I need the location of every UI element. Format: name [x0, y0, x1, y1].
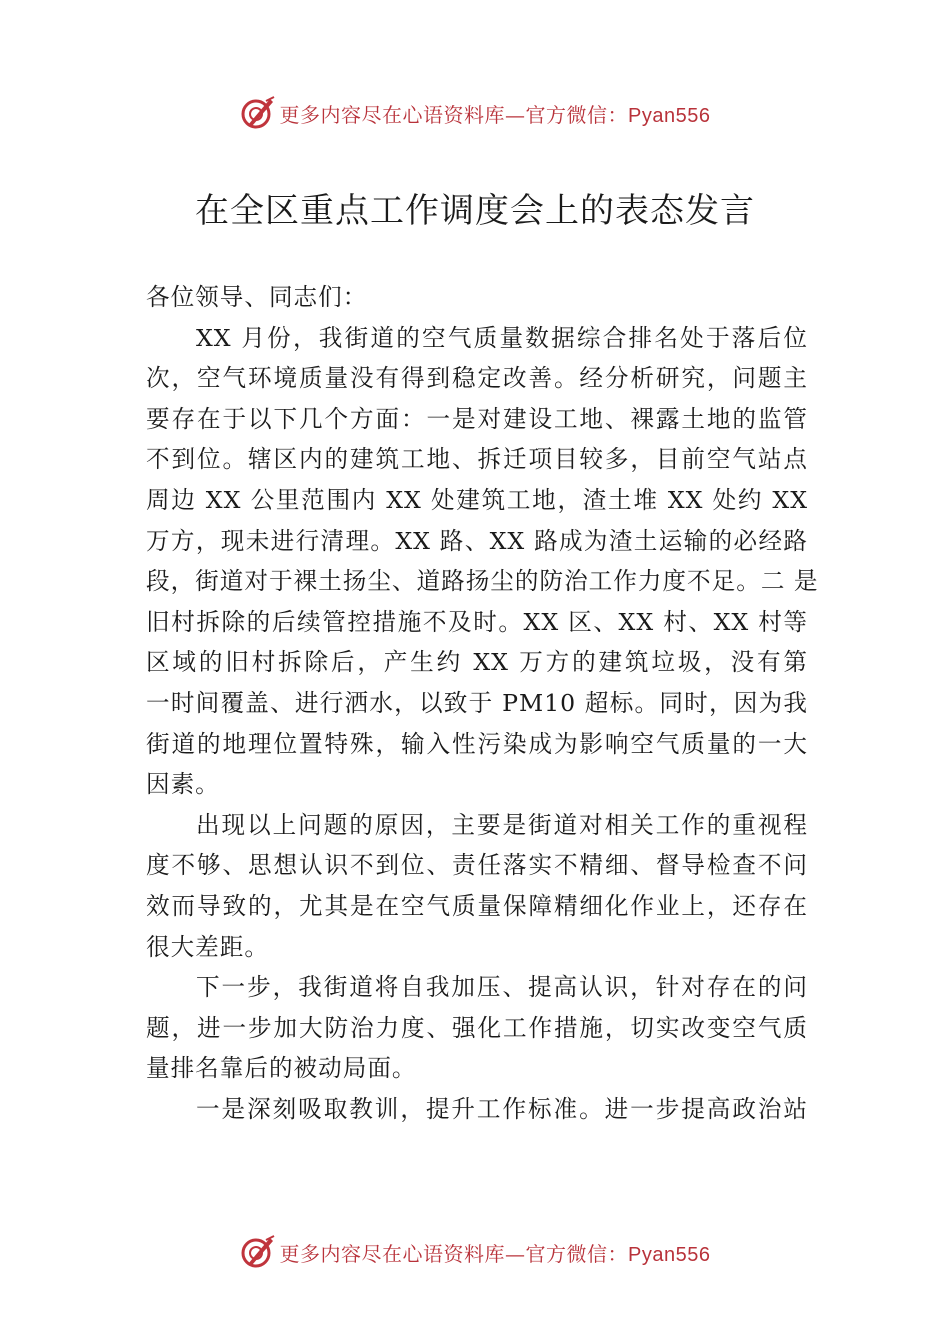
- paragraph-line: 不到位。辖区内的建筑工地、拆迁项目较多，目前空气站点: [146, 445, 808, 474]
- paragraph-line: 度不够、思想认识不到位、责任落实不精细、督导检查不问: [146, 851, 808, 880]
- paragraph-line: 万方，现未进行清理。XX 路、XX 路成为渣土运输的必经路: [146, 526, 808, 555]
- document-title: 在全区重点工作调度会上的表态发言: [195, 191, 755, 231]
- paragraph-line: 街道的地理位置特殊，输入性污染成为影响空气质量的一大: [146, 729, 808, 758]
- watermark-site-text: 更多内容尽在心语资料库—官方微信：: [279, 102, 629, 127]
- watermark-text: [280, 99, 711, 128]
- paragraph-line: 一是深刻吸取教训，提升工作标准。进一步提高政治站: [196, 1094, 808, 1123]
- paragraph-line: 要存在于以下几个方面：一是对建设工地、裸露土地的监管: [146, 404, 808, 433]
- footer-watermark: [0, 1232, 950, 1272]
- watermark-site-text: 更多内容尽在心语资料库—官方微信：: [279, 1241, 629, 1266]
- paragraph-line: 一时间覆盖、进行洒水，以致于 PM10 超标。同时，因为我: [146, 688, 808, 717]
- paragraph-1: [146, 318, 819, 805]
- document-body: [146, 277, 819, 1129]
- watermark-wechat-id: Pyan556: [628, 104, 711, 127]
- paragraph-line: 因素。: [146, 770, 220, 799]
- paragraph-3: [146, 967, 808, 1089]
- paragraph-line: 次，空气环境质量没有得到稳定改善。经分析研究，问题主: [146, 364, 808, 393]
- header-watermark: [0, 93, 950, 133]
- paragraph-4: [146, 1089, 808, 1130]
- watermark-wechat-id: Pyan556: [628, 1243, 711, 1266]
- quill-seal-icon: [240, 1234, 276, 1270]
- paragraph-line: 效而导致的，尤其是在空气质量保障精细化作业上，还存在: [146, 891, 808, 920]
- paragraph-line: XX 月份，我街道的空气质量数据综合排名处于落后位: [196, 323, 808, 352]
- paragraph-line: 段，街道对于裸土扬尘、道路扬尘的防治工作力度不足。二 是: [146, 567, 819, 596]
- paragraph-line: 量排名靠后的被动局面。: [146, 1054, 417, 1083]
- paragraph-line: 下一步，我街道将自我加压、提高认识，针对存在的问: [196, 973, 808, 1002]
- paragraph-line: 周边 XX 公里范围内 XX 处建筑工地，渣土堆 XX 处约 XX: [146, 485, 808, 514]
- paragraph-2: [146, 805, 808, 967]
- paragraph-line: 旧村拆除的后续管控措施不及时。XX 区、XX 村、XX 村等: [146, 607, 808, 636]
- paragraph-line: 很大差距。: [146, 932, 269, 961]
- greeting: 各位领导、同志们：: [146, 283, 368, 311]
- paragraph-line: 题，进一步加大防治力度、强化工作措施，切实改变空气质: [146, 1013, 808, 1042]
- quill-seal-icon: [240, 95, 276, 131]
- watermark-text: [280, 1238, 711, 1267]
- paragraph-line: 出现以上问题的原因，主要是街道对相关工作的重视程: [196, 810, 808, 839]
- paragraph-line: 区域的旧村拆除后，产生约 XX 万方的建筑垃圾，没有第: [146, 648, 808, 677]
